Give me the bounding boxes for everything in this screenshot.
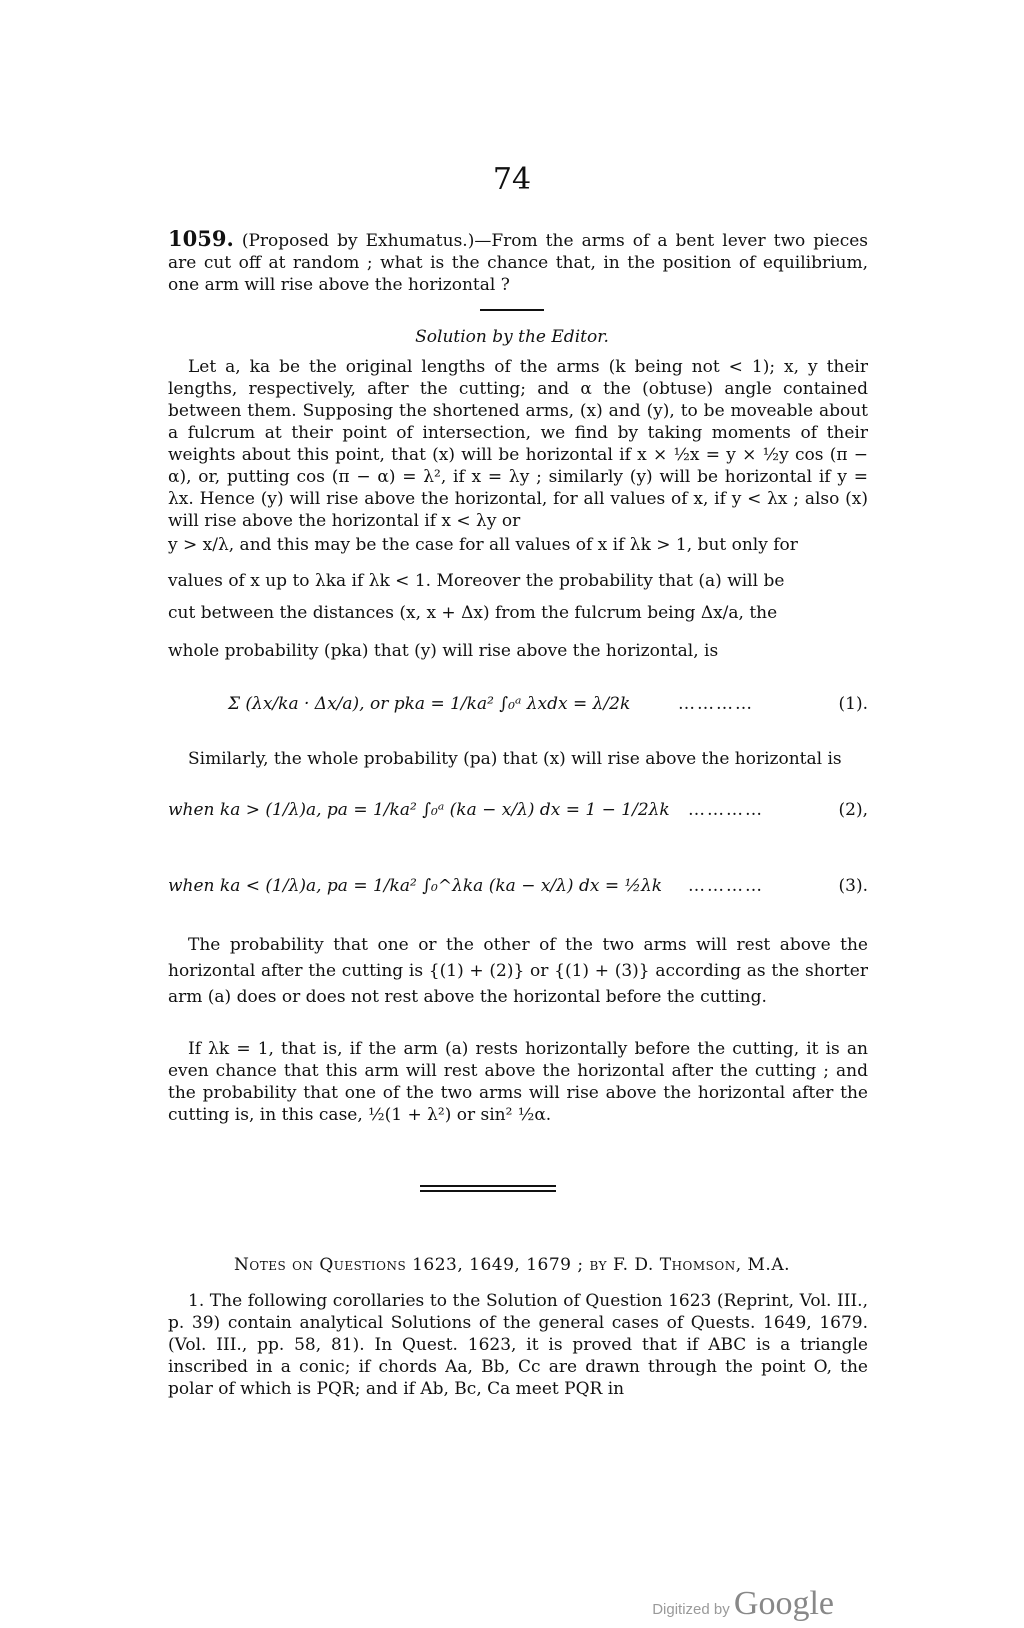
- question-paragraph: [168, 228, 868, 296]
- equation-2-row: [168, 792, 868, 832]
- equation-1-number: (1).: [838, 694, 868, 714]
- solution-line-cut: cut between the distances (x, x + Δx) from the fulcrum being Δx/a, the: [168, 603, 778, 623]
- solution-paragraph-1: Let a, ka be the original lengths of the arms (k being not < 1); x, y their lengths, respectively, after the cutting; and α the (obtuse) angle contained between them. Supposing the shortened arms, (x) and (y), to be moveable about a fulcrum at their point of intersection, we find by taking moments of their weights about this point, that (x) will be horizontal if x × ½x = y × ½y cos (π − α), or, putting cos (π − α) = λ², if x = λy ; similarly (y) will be horizontal if y = λx. Hence (y) will rise above the horizontal, for all values of x, if y < λx ; also (x) will rise above the horizontal if x < λy or: [168, 357, 868, 531]
- watermark-prefix: Digitized by: [652, 1601, 730, 1618]
- equation-2-number: (2),: [838, 800, 868, 820]
- solution-paragraph-2: Similarly, the whole probability (pa) that (x) will rise above the horizontal is: [188, 749, 842, 769]
- solution-line-whole: whole probability (pka) that (y) will rise above the horizontal, is: [168, 641, 719, 661]
- question-number: 1059.: [168, 226, 234, 251]
- short-divider: [480, 309, 544, 311]
- digitized-by-google-watermark: [652, 1585, 834, 1623]
- solution-line-values: values of x up to λka if λk < 1. Moreover the probability that (a) will be: [168, 571, 785, 591]
- solution-paragraph-3: The probability that one or the other of the two arms will rest above the horizontal after the cutting is {(1) + (2)} or {(1) + (3)} according as the shorter arm (a) does or does not rest above the horizontal before the cutting.: [168, 935, 868, 1007]
- question-text: (Proposed by Exhumatus.)—From the arms of a bent lever two pieces are cut off at random ; what is the chance that, in the position of equilibrium, one arm will rise above the horizontal ?: [168, 231, 868, 295]
- equation-3-leader: …………: [688, 876, 764, 896]
- solution-line-y-gt: y > x/λ, and this may be the case for all values of x if λk > 1, but only for: [168, 535, 798, 555]
- equation-2-leader: …………: [688, 800, 764, 820]
- notes-paragraph-1: 1. The following corollaries to the Solution of Question 1623 (Reprint, Vol. III., p. 39) contain analytical Solutions of the general cases of Quests. 1649, 1679. (Vol. III., pp. 58, 81). In Quest. 1623, it is proved that if ABC is a triangle inscribed in a conic; if chords Aa, Bb, Cc are drawn through the point O, the polar of which is PQR; and if Ab, Bc, Ca meet PQR in: [168, 1291, 868, 1399]
- notes-heading: Notes on Questions 1623, 1649, 1679 ; by F. D. Thomson, M.A.: [233, 1255, 791, 1275]
- equation-1-leader: …………: [678, 694, 754, 714]
- equation-1-row: [168, 686, 868, 726]
- page-number: 74: [492, 162, 532, 197]
- equation-3-row: [168, 868, 868, 908]
- google-logo: Google: [733, 1585, 834, 1622]
- solution-paragraph-4: If λk = 1, that is, if the arm (a) rests horizontally before the cutting, it is an even chance that this arm will rest above the horizontal after the cutting ; and the probability that one of the two arms will rise above the horizontal after the cutting is, in this case, ½(1 + λ²) or sin² ½α.: [168, 1039, 868, 1125]
- equation-3: when ka < (1/λ)a, pa = 1/ka² ∫₀^λka (ka − x/λ) dx = ½λk: [168, 876, 663, 896]
- double-rule-top: [420, 1185, 556, 1187]
- double-rule-bottom: [420, 1190, 556, 1192]
- solution-heading: Solution by the Editor.: [415, 327, 609, 347]
- equation-2: when ka > (1/λ)a, pa = 1/ka² ∫₀ᵃ (ka − x/λ) dx = 1 − 1/2λk: [168, 800, 670, 820]
- equation-3-number: (3).: [838, 876, 868, 896]
- equation-1: Σ (λx/ka · Δx/a), or pka = 1/ka² ∫₀ᵃ λxdx = λ/2k: [228, 694, 631, 714]
